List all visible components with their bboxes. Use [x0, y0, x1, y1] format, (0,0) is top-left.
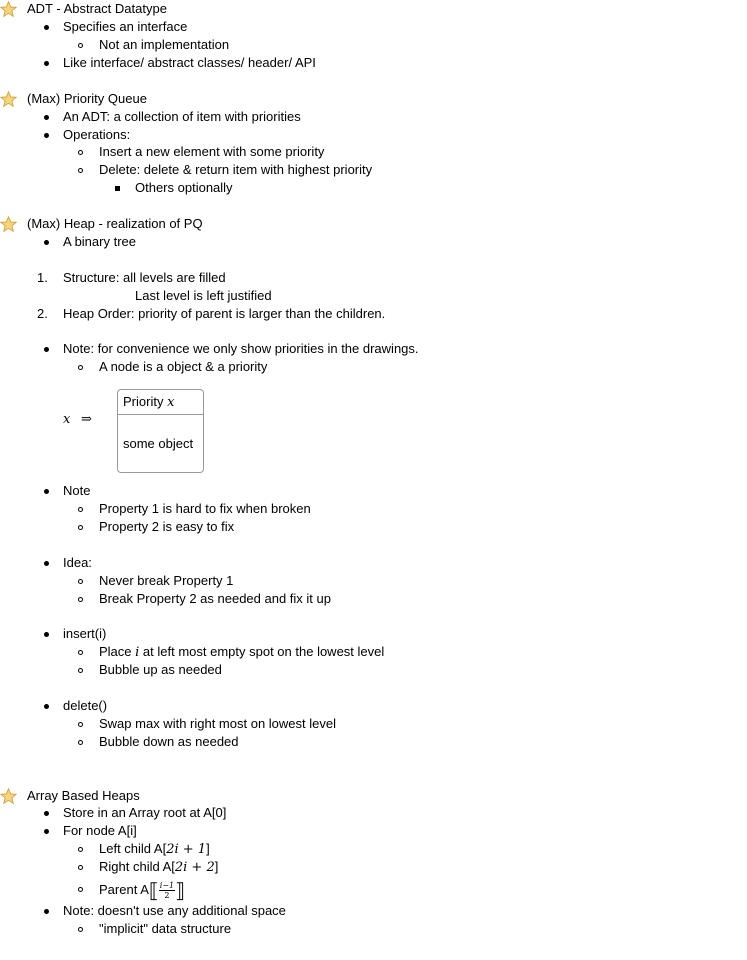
list-item: Not an implementation [99, 37, 230, 52]
list-item: For node A[i] [63, 823, 137, 838]
text: ] [214, 859, 219, 874]
math-variable: i [135, 645, 140, 660]
list-item: "implicit" data structure [99, 921, 232, 936]
divider [118, 414, 203, 415]
section-title-adt: ADT - Abstract Datatype [27, 1, 167, 16]
list-number: 2. [37, 306, 48, 321]
bullet [44, 829, 49, 834]
star-icon [0, 1, 17, 18]
bullet [78, 887, 83, 892]
fraction [159, 881, 175, 900]
list-item: Swap max with right most on lowest level [99, 716, 336, 731]
list-item [99, 643, 384, 661]
math-expression: 2i + 1 [166, 842, 207, 857]
bullet [44, 561, 49, 566]
list-item: Store in an Array root at A[0] [63, 805, 227, 820]
list-item: delete() [63, 698, 108, 713]
bullet [44, 61, 49, 66]
list-item: Bubble up as needed [99, 662, 222, 677]
bullet [78, 365, 83, 370]
list-item: Structure: all levels are filled [63, 270, 226, 285]
list-item: An ADT: a collection of item with priorities [63, 109, 301, 124]
list-item: insert(i) [63, 626, 107, 641]
list-item: Never break Property 1 [99, 573, 234, 588]
fraction-denominator: 2 [164, 891, 170, 901]
implies-arrow-icon: ⇒ [81, 412, 92, 427]
bullet [78, 927, 83, 932]
list-item: Property 2 is easy to fix [99, 519, 235, 534]
list-item: Bubble down as needed [99, 734, 239, 749]
text: Left child A[ [99, 841, 167, 856]
bullet [115, 186, 120, 191]
bullet [78, 525, 83, 530]
section-title-priority-queue: (Max) Priority Queue [27, 91, 147, 106]
list-item: Heap Order: priority of parent is larger than the children. [63, 306, 386, 321]
diagram-variable: x [63, 412, 71, 427]
bullet [44, 115, 49, 120]
list-item: Delete: delete & return item with highest priority [99, 162, 373, 177]
star-icon [0, 216, 17, 233]
list-item: Note [63, 483, 91, 498]
bullet [44, 489, 49, 494]
list-item: Note: doesn't use any additional space [63, 903, 286, 918]
bullet [78, 43, 83, 48]
bullet [44, 632, 49, 637]
floor-bracket-right: ⟧ [175, 878, 186, 903]
list-item: Idea: [63, 555, 92, 570]
bullet [44, 240, 49, 245]
bullet [44, 133, 49, 138]
bullet [78, 847, 83, 852]
node-priority-label [123, 393, 174, 411]
section-title-array-heaps: Array Based Heaps [27, 788, 140, 803]
list-item [99, 858, 218, 876]
list-item: Break Property 2 as needed and fix it up [99, 591, 331, 606]
bullet [44, 25, 49, 30]
text: at left most empty spot on the lowest level [139, 644, 385, 659]
bullet [78, 740, 83, 745]
floor-bracket-left: ⟦ [148, 878, 159, 903]
bullet [78, 150, 83, 155]
section-title-heap: (Max) Heap - realization of PQ [27, 216, 203, 231]
node-object-label: some object [123, 436, 194, 451]
list-item: Like interface/ abstract classes/ header/ API [63, 55, 316, 70]
bullet [78, 507, 83, 512]
bullet [78, 865, 83, 870]
list-item: Others optionally [135, 180, 233, 195]
text: Parent A [99, 882, 149, 897]
bullet [44, 704, 49, 709]
list-item: Specifies an interface [63, 19, 188, 34]
bullet [44, 811, 49, 816]
text: Right child A[ [99, 859, 175, 874]
list-item [99, 840, 210, 858]
list-item: Insert a new element with some priority [99, 144, 325, 159]
list-item-continuation: Last level is left justified [135, 288, 272, 303]
list-item: A node is a object & a priority [99, 359, 268, 374]
list-item: A binary tree [63, 234, 136, 249]
bullet [78, 168, 83, 173]
bullet [44, 347, 49, 352]
bullet [78, 668, 83, 673]
fraction-numerator: i−1 [159, 881, 175, 891]
list-item: Property 1 is hard to fix when broken [99, 501, 311, 516]
bullet [78, 650, 83, 655]
bullet [78, 722, 83, 727]
math-expression: 2i + 2 [174, 860, 215, 875]
list-number: 1. [37, 270, 48, 285]
text: Place [99, 644, 136, 659]
bullet [78, 579, 83, 584]
priority-variable: x [167, 395, 175, 410]
bullet [44, 909, 49, 914]
node-diagram-box [117, 389, 204, 473]
star-icon [0, 91, 17, 108]
bullet [78, 597, 83, 602]
text: ] [206, 841, 210, 856]
list-item: Operations: [63, 127, 131, 142]
star-icon [0, 788, 17, 805]
list-item: Note: for convenience we only show priorities in the drawings. [63, 341, 419, 356]
priority-text: Priority [123, 394, 168, 409]
list-item [99, 878, 185, 902]
